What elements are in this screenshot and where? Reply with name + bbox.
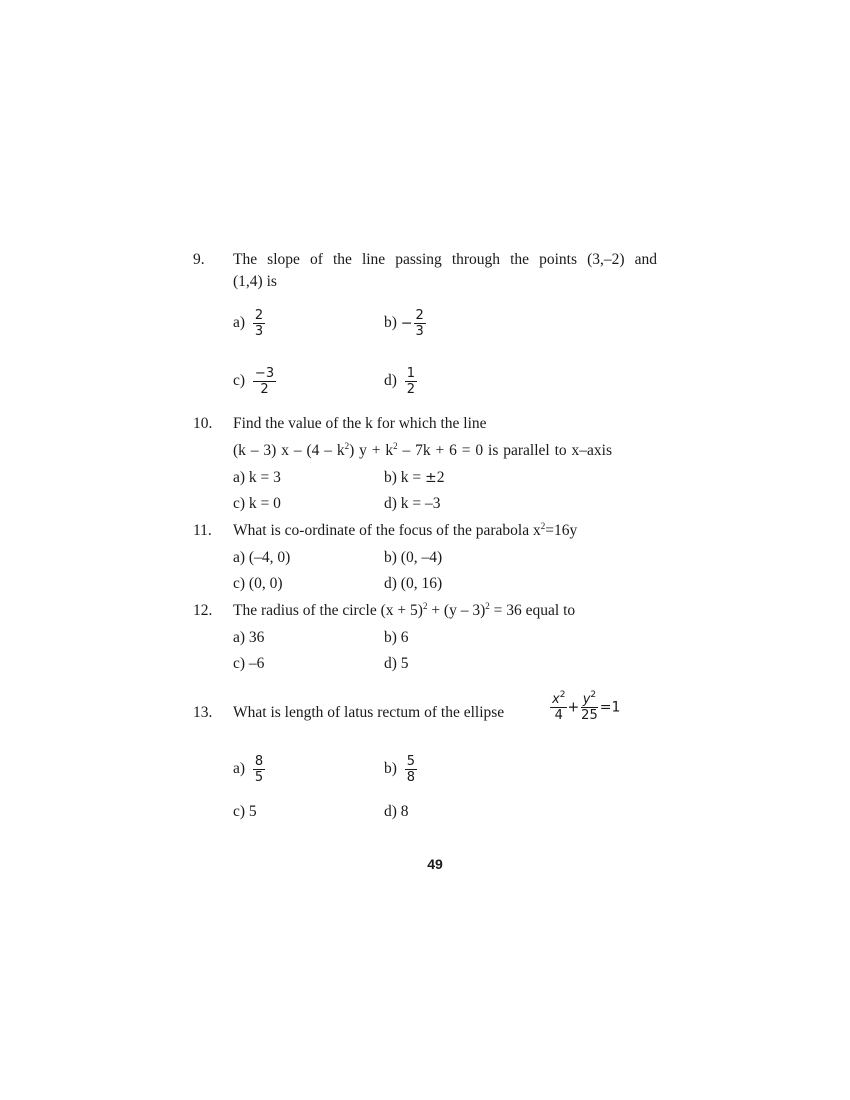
fraction: [405, 366, 417, 397]
question-10-option-d: d) k = –3: [384, 495, 441, 512]
numerator: 5: [406, 754, 416, 769]
fraction: [253, 754, 265, 785]
equation-part: (k – 3) x – (4 – k: [233, 442, 345, 459]
question-11-option-d: d) (0, 16): [384, 575, 443, 592]
question-10-option-b: [384, 469, 445, 487]
ellipse-equation: [546, 692, 620, 723]
denominator: 5: [254, 770, 264, 785]
option-b-value: 2: [436, 469, 445, 486]
option-a-label: a): [233, 760, 246, 778]
question-13-option-a: [233, 754, 265, 785]
question-12-number: 12.: [193, 602, 213, 619]
denominator: 25: [581, 708, 598, 723]
denominator: 4: [554, 708, 563, 723]
numerator: 1: [406, 366, 416, 381]
question-text-part: = 36 equal to: [489, 602, 576, 619]
question-9-option-d: [384, 366, 417, 397]
fraction: [405, 754, 417, 785]
page-number: 49: [427, 856, 443, 872]
question-11-option-c: c) (0, 0): [233, 575, 283, 592]
numerator: [550, 692, 567, 708]
numerator: −3: [254, 366, 275, 381]
question-12-option-d: d) 5: [384, 655, 409, 672]
option-d-label: d): [384, 372, 397, 390]
numerator: [581, 692, 598, 708]
question-9-option-a: [233, 308, 265, 339]
question-11-number: 11.: [193, 522, 212, 539]
option-b-label: b): [384, 760, 397, 778]
question-text-part: What is co-ordinate of the focus of the parabola x: [233, 522, 541, 539]
option-b-label: b): [384, 314, 397, 332]
option-a-label: a): [233, 314, 246, 332]
variable-y: y: [582, 692, 591, 707]
denominator: 3: [415, 324, 424, 339]
question-9-text-line2: (1,4) is: [233, 273, 277, 290]
denominator: 8: [406, 770, 416, 785]
option-c-label: c): [233, 372, 246, 390]
question-9-number: 9.: [193, 251, 205, 268]
question-9-option-b: [384, 308, 426, 339]
equals-one: =1: [599, 699, 621, 716]
question-text-part: =16y: [545, 522, 578, 539]
variable-x: x: [552, 692, 560, 707]
question-12-text: [233, 602, 575, 620]
question-12-option-b: b) 6: [384, 629, 409, 646]
fraction: [253, 308, 265, 339]
question-10-number: 10.: [193, 415, 213, 432]
exponent: 2: [422, 601, 428, 611]
question-text-part: + (y – 3): [427, 602, 486, 619]
question-13-text: What is length of latus rectum of the ellipse: [233, 704, 505, 721]
exponent: 2: [559, 690, 566, 700]
question-text-part: The radius of the circle (x + 5): [233, 602, 423, 619]
fraction: [414, 308, 426, 339]
equation-part: ) y + k: [349, 442, 394, 459]
question-13-option-b: [384, 754, 417, 785]
equation-part: – 7k + 6 = 0 is parallel to x–axis: [397, 442, 612, 459]
question-10-text-line1: Find the value of the k for which the line: [233, 415, 487, 432]
exponent: 2: [540, 521, 546, 531]
exponent: 2: [590, 690, 597, 700]
fraction: [253, 366, 276, 397]
fraction-x: [550, 692, 567, 723]
exponent: 2: [393, 441, 398, 451]
question-11-text: [233, 522, 577, 540]
denominator: 2: [406, 382, 416, 397]
plus-minus-sign: ±: [425, 470, 437, 486]
question-11-option-a: a) (–4, 0): [233, 549, 291, 566]
numerator: 2: [254, 308, 264, 323]
exponent: 2: [485, 601, 490, 611]
question-12-option-c: c) –6: [233, 655, 265, 672]
numerator: 2: [415, 308, 424, 323]
question-9-text-line1: The slope of the line passing through the points (3,–2) and: [233, 251, 657, 268]
question-10-text-line2: [233, 442, 612, 460]
denominator: 2: [260, 382, 269, 397]
question-11-option-b: b) (0, –4): [384, 549, 443, 566]
denominator: 3: [254, 324, 264, 339]
minus-sign: −: [400, 315, 413, 332]
question-13-option-d: d) 8: [384, 803, 409, 820]
exponent: 2: [344, 441, 350, 451]
question-9-option-c: [233, 366, 276, 397]
question-10-option-c: c) k = 0: [233, 495, 281, 512]
plus-sign: +: [567, 699, 580, 716]
question-10-option-a: a) k = 3: [233, 469, 281, 486]
option-b-text: b) k =: [384, 469, 426, 486]
fraction-y: [579, 692, 600, 723]
question-12-option-a: a) 36: [233, 629, 265, 646]
question-13-option-c: c) 5: [233, 803, 257, 820]
numerator: 8: [254, 754, 264, 769]
question-13-number: 13.: [193, 704, 213, 721]
